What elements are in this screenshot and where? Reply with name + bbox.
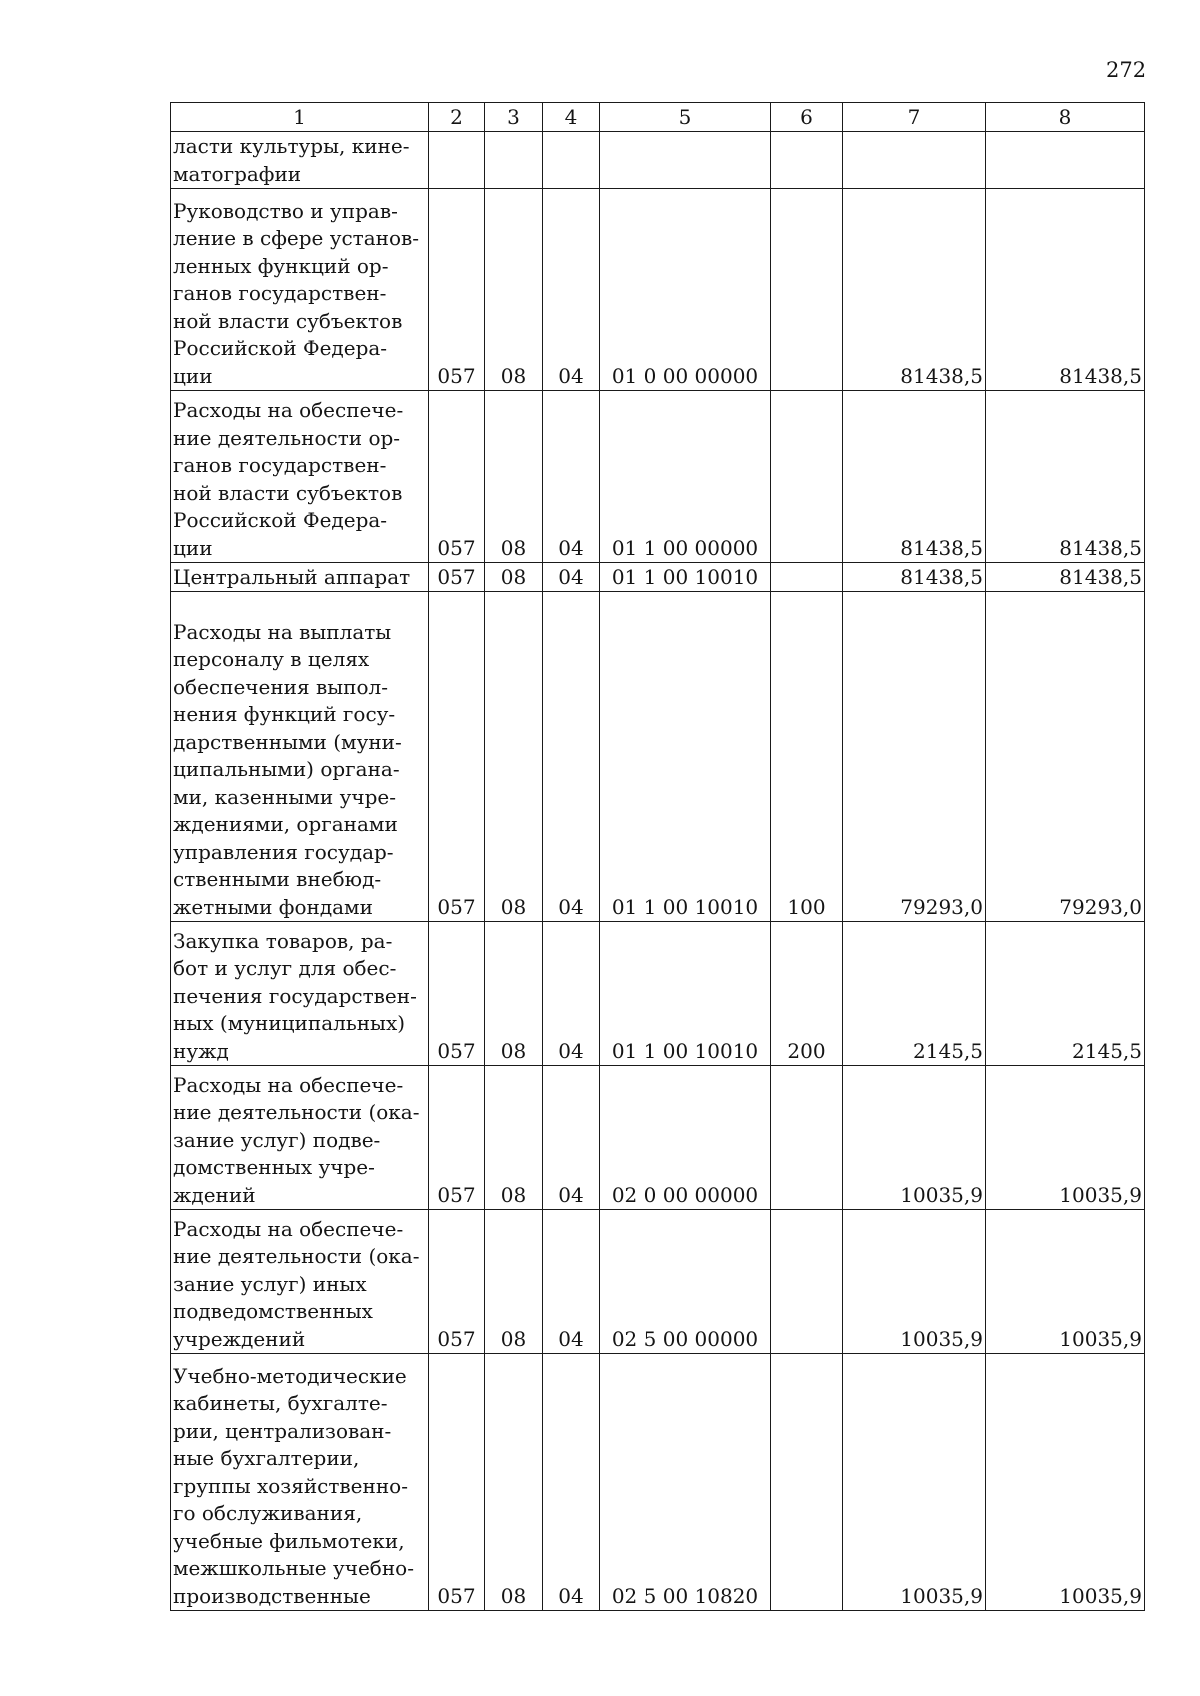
item-name-line: ципальными) органа- [173, 757, 400, 781]
item-name-line: нения функций госу- [173, 702, 396, 726]
cell-subsection-code: 04 [543, 391, 600, 563]
cell-amount-year1: 10035,9 [843, 1210, 986, 1354]
cell-target-article: 01 1 00 10010 [600, 592, 771, 922]
cell-amount-year1: 10035,9 [843, 1354, 986, 1611]
item-name-line: подведомственных [173, 1299, 373, 1323]
cell-target-article: 02 5 00 10820 [600, 1354, 771, 1611]
item-name-line: межшкольные учебно- [173, 1556, 414, 1580]
item-name-line: ганов государствен- [173, 453, 387, 477]
page-number: 272 [1106, 58, 1147, 82]
item-name-line: кабинеты, бухгалте- [173, 1391, 388, 1415]
cell-amount-year2: 81438,5 [986, 563, 1145, 592]
cell-expense-type [771, 1210, 843, 1354]
cell-amount-year1: 81438,5 [843, 563, 986, 592]
cell-ministry-code: 057 [429, 563, 485, 592]
item-name-line: обеспечения выпол- [173, 674, 388, 699]
item-name-line: ции [173, 535, 213, 560]
cell-amount-year2: 10035,9 [986, 1066, 1145, 1210]
item-name-line: Расходы на выплаты [173, 619, 392, 644]
item-name-line: матографии [173, 161, 302, 186]
cell-amount-year2: 79293,0 [986, 592, 1145, 922]
row-item-name [171, 189, 429, 391]
cell-section-code: 08 [485, 1354, 543, 1611]
table-row [171, 563, 1145, 592]
item-name-line: управления государ- [173, 839, 394, 864]
item-name-line: ные бухгалтерии, [173, 1446, 360, 1470]
item-name-line: Расходы на обеспече- [173, 1216, 404, 1241]
item-name-line: ласти культуры, кине- [173, 134, 410, 158]
row-item-name [171, 132, 429, 189]
budget-table [170, 102, 1145, 1611]
cell-amount-year2 [986, 132, 1145, 189]
cell-target-article: 01 0 00 00000 [600, 189, 771, 391]
item-name-line: ждений [173, 1182, 256, 1207]
cell-target-article: 01 1 00 10010 [600, 563, 771, 592]
item-name-line: персоналу в целях [173, 647, 370, 671]
item-name-line: бот и услуг для обес- [173, 956, 397, 980]
cell-amount-year1: 2145,5 [843, 922, 986, 1066]
cell-expense-type [771, 132, 843, 189]
cell-ministry-code: 057 [429, 1066, 485, 1210]
item-name-line: дарственными (муни- [173, 729, 402, 754]
row-item-name [171, 1210, 429, 1354]
cell-expense-type [771, 1066, 843, 1210]
item-name-line: ми, казенными учре- [173, 784, 396, 809]
cell-ministry-code: 057 [429, 189, 485, 391]
cell-ministry-code: 057 [429, 1210, 485, 1354]
item-name-line: ной власти субъектов [173, 308, 403, 333]
cell-ministry-code: 057 [429, 922, 485, 1066]
item-name-line: ганов государствен- [173, 281, 387, 305]
item-name-line: Закупка товаров, ра- [173, 928, 393, 953]
cell-expense-type: 200 [771, 922, 843, 1066]
row-item-name [171, 1066, 429, 1210]
cell-expense-type [771, 189, 843, 391]
column-header: 1 [171, 103, 429, 132]
item-name-line: нужд [173, 1038, 229, 1063]
item-name-line: ленных функций ор- [173, 253, 389, 278]
cell-subsection-code: 04 [543, 1354, 600, 1611]
cell-amount-year1: 81438,5 [843, 189, 986, 391]
item-name-line: ние деятельности (ока- [173, 1100, 420, 1124]
cell-expense-type [771, 1354, 843, 1611]
row-item-name [171, 563, 429, 592]
item-name-line: Расходы на обеспече- [173, 398, 404, 422]
cell-section-code: 08 [485, 592, 543, 922]
column-header: 2 [429, 103, 485, 132]
cell-section-code: 08 [485, 189, 543, 391]
item-name-line: зание услуг) подве- [173, 1127, 381, 1152]
cell-subsection-code: 04 [543, 189, 600, 391]
cell-target-article [600, 132, 771, 189]
item-name-line: Руководство и управ- [173, 198, 398, 223]
cell-subsection-code: 04 [543, 922, 600, 1066]
cell-target-article: 02 0 00 00000 [600, 1066, 771, 1210]
cell-section-code: 08 [485, 563, 543, 592]
cell-subsection-code: 04 [543, 1210, 600, 1354]
cell-amount-year1: 79293,0 [843, 592, 986, 922]
cell-section-code: 08 [485, 1066, 543, 1210]
table-row [171, 391, 1145, 563]
item-name-line: Учебно-методические [173, 1363, 407, 1388]
cell-ministry-code: 057 [429, 592, 485, 922]
column-header: 6 [771, 103, 843, 132]
row-item-name [171, 592, 429, 922]
cell-section-code: 08 [485, 391, 543, 563]
item-name-line: домственных учре- [173, 1155, 375, 1179]
column-header: 7 [843, 103, 986, 132]
cell-amount-year2: 2145,5 [986, 922, 1145, 1066]
item-name-line: Российской Федера- [173, 336, 388, 360]
cell-section-code: 08 [485, 922, 543, 1066]
item-name-line: Расходы на обеспече- [173, 1072, 404, 1097]
row-item-name [171, 391, 429, 563]
table-header-row [171, 103, 1145, 132]
cell-section-code: 08 [485, 1210, 543, 1354]
item-name-line: печения государствен- [173, 983, 417, 1008]
cell-amount-year2: 81438,5 [986, 189, 1145, 391]
item-name-line: ной власти субъектов [173, 480, 403, 505]
cell-section-code [485, 132, 543, 189]
item-name-line: учреждений [173, 1326, 306, 1351]
column-header: 5 [600, 103, 771, 132]
cell-amount-year1: 81438,5 [843, 391, 986, 563]
cell-ministry-code [429, 132, 485, 189]
cell-amount-year1 [843, 132, 986, 189]
item-name-line: жетными фондами [173, 894, 373, 919]
row-item-name [171, 922, 429, 1066]
table-row [171, 1066, 1145, 1210]
item-name-line: учебные фильмотеки, [173, 1528, 405, 1553]
table-row [171, 922, 1145, 1066]
cell-ministry-code: 057 [429, 1354, 485, 1611]
column-header: 4 [543, 103, 600, 132]
cell-subsection-code [543, 132, 600, 189]
item-name-line: рии, централизован- [173, 1418, 392, 1443]
item-name-line: производственные [173, 1583, 371, 1608]
cell-amount-year2: 81438,5 [986, 391, 1145, 563]
item-name-line: ственными внебюд- [173, 867, 382, 891]
table-row [171, 189, 1145, 391]
item-name-line: ление в сфере установ- [173, 226, 420, 250]
cell-expense-type [771, 391, 843, 563]
table-row [171, 132, 1145, 189]
column-header: 3 [485, 103, 543, 132]
row-item-name [171, 1354, 429, 1611]
table-row [171, 1210, 1145, 1354]
item-name-line: ние деятельности (ока- [173, 1244, 420, 1268]
item-name-line: зание услуг) иных [173, 1271, 367, 1296]
item-name-line: Центральный аппарат [173, 564, 411, 589]
cell-ministry-code: 057 [429, 391, 485, 563]
item-name-line: группы хозяйственно- [173, 1473, 408, 1498]
cell-amount-year2: 10035,9 [986, 1210, 1145, 1354]
cell-expense-type: 100 [771, 592, 843, 922]
item-name-line: ние деятельности ор- [173, 425, 401, 450]
cell-subsection-code: 04 [543, 592, 600, 922]
cell-subsection-code: 04 [543, 1066, 600, 1210]
cell-amount-year2: 10035,9 [986, 1354, 1145, 1611]
item-name-line: Российской Федера- [173, 508, 388, 532]
item-name-line: го обслуживания, [173, 1501, 363, 1525]
item-name-line: ных (муниципальных) [173, 1011, 406, 1035]
item-name-line: ции [173, 363, 213, 388]
cell-target-article: 01 1 00 00000 [600, 391, 771, 563]
table-row [171, 592, 1145, 922]
cell-target-article: 01 1 00 10010 [600, 922, 771, 1066]
cell-subsection-code: 04 [543, 563, 600, 592]
column-header: 8 [986, 103, 1145, 132]
item-name-line: ждениями, органами [173, 812, 398, 836]
table-row [171, 1354, 1145, 1611]
cell-amount-year1: 10035,9 [843, 1066, 986, 1210]
cell-target-article: 02 5 00 00000 [600, 1210, 771, 1354]
cell-expense-type [771, 563, 843, 592]
